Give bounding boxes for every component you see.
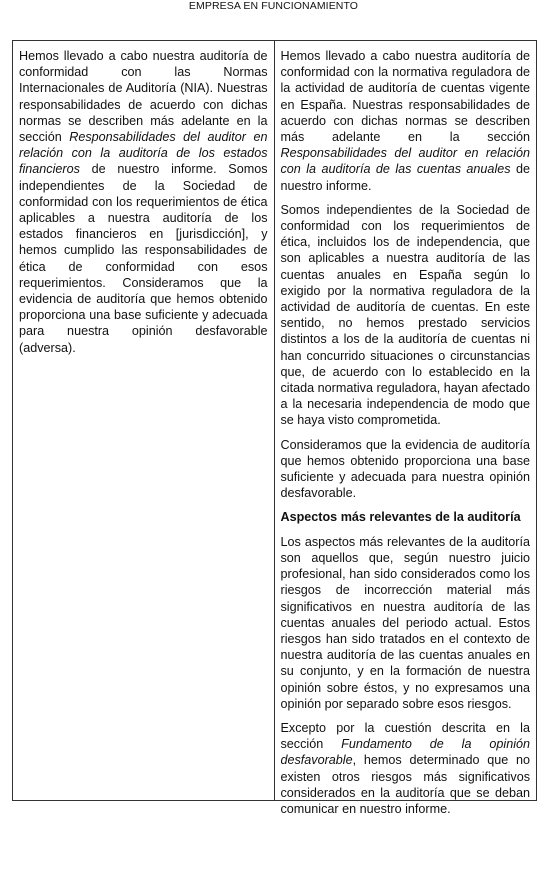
section-heading: Aspectos más relevantes de la auditoría xyxy=(280,510,521,525)
right-paragraph-5 xyxy=(281,720,531,817)
right-paragraph-2: Somos independientes de la Sociedad de conformidad con los requerimientos de ética, incluidos los de independencia, que son aplicables a nuestra auditoría de las cuentas anuales en España según lo exigido por la normativa reguladora de la actividad de auditoría de cuentas. En este sentido, no hemos prestado servicios distintos a los de la auditoría de cuentas ni han concurrido situaciones o circunstancias que, de acuerdo con lo establecido en la citada normativa reguladora, hayan afectado a la necesaria independencia de modo que se haya visto comprometida. xyxy=(280,202,530,428)
right-paragraph-3: Consideramos que la evidencia de auditoría que hemos obtenido proporciona una base suficiente y adecuada para nuestra opinión desfavorable. xyxy=(280,437,530,501)
left-p1-italic-section-name: Responsabilidades del auditor en relación con la auditoría de los estados financieros xyxy=(19,130,268,177)
right-p1-italic-section-name: Responsabilidades del auditor en relación con la auditoría de las cuentas anuales xyxy=(280,146,530,177)
right-p1-text-c: de nuestro informe. xyxy=(280,162,530,193)
right-p1-text-a: Hemos llevado a cabo nuestra auditoría de conformidad con la normativa reguladora de la actividad de auditoría de cuentas vigente en España. Nuestras responsabilidades de acuerdo con dichas normas se describen más adelante en la sección xyxy=(280,49,530,145)
left-column xyxy=(13,41,275,800)
right-paragraph-4: Los aspectos más relevantes de la auditoría son aquellos que, según nuestro juicio profesional, han sido considerados como los riesgos de incorrección material más significativos en nuestra auditoría de las cuentas anuales del periodo actual. Estos riesgos han sido tratados en el contexto de nuestra auditoría de las cuentas anuales en su conjunto, y en la formación de nuestra opinión sobre éstos, y no expresamos una opinión por separado sobre esos riesgos. xyxy=(280,534,530,711)
right-column xyxy=(275,41,537,816)
left-paragraph-1 xyxy=(19,48,268,356)
right-paragraph-1 xyxy=(281,48,531,194)
comparison-table xyxy=(12,40,537,816)
page-header: EMPRESA EN FUNCIONAMIENTO xyxy=(188,0,359,12)
right-p5-text-a: Excepto por la cuestión descrita en la sección xyxy=(280,720,530,752)
right-p5-italic-section-name: Fundamento de la opinión desfavorable xyxy=(280,737,531,768)
left-p1-text-c: de nuestro informe. Somos independientes de la Sociedad de conformidad con los requerimientos de ética aplicables a nuestra auditoría de los estados financieros en [jurisdicción], y hemos cumplido las responsabilidades de ética de conformidad con esos requerimientos. Consideramos que la evidencia de auditoría que hemos obtenido proporciona una base suficiente y adecuada para nuestra opinión desfavorable (adversa). xyxy=(19,162,268,355)
right-p5-text-c: , hemos determinado que no existen otros riesgos más significativos considerados en la auditoría que se deban comunicar en nuestro informe. xyxy=(280,753,530,816)
left-p1-text-a: Hemos llevado a cabo nuestra auditoría de conformidad con las Normas Internacionales de Auditoría (NIA). Nuestras responsabilidades de acuerdo con dichas normas se describen más adelante en la sección xyxy=(19,49,268,145)
